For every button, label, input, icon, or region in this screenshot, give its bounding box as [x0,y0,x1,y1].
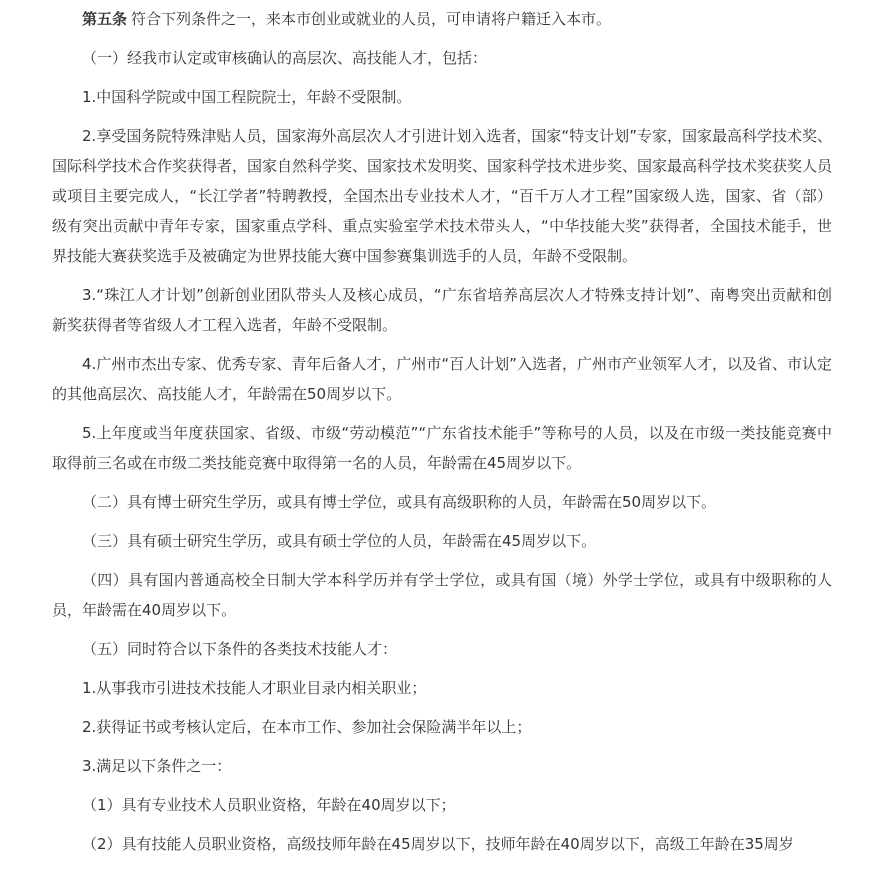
clause-2: （二）具有博士研究生学历，或具有博士学位，或具有高级职称的人员，年龄需在50周岁以下。 [82,493,717,511]
clause-1-item-4: 4.广州市杰出专家、优秀专家、青年后备人才，广州市“百人计划”入选者，广州市产业领军人才，以及省、市认定的其他高层次、高技能人才，年龄需在50周岁以下。 [52,355,832,403]
clause-1-item-2: 2.享受国务院特殊津贴人员，国家海外高层次人才引进计划入选者，国家“特支计划”专家，国家最高科学技术奖、国际科学技术合作奖获得者，国家自然科学奖、国家技术发明奖、国家科学技术进步奖、国家最高科学技术奖获奖人员或项目主要完成人，“长江学者”特聘教授，全国杰出专业技术人才，“百千万人才工程”国家级人选，国家、省（部）级有突出贡献中青年专家，国家重点学科、重点实验室学术技术带头人，“中华技能大奖”获得者，全国技术能手，世界技能大赛获奖选手及被确定为世界技能大赛中国参赛集训选手的人员，年龄不受限制。 [52,127,833,265]
clause-5-subitem-1: （1）具有专业技术人员职业资格，年龄在40周岁以下； [82,796,456,814]
clause-4: （四）具有国内普通高校全日制大学本科学历并有学士学位，或具有国（境）外学士学位，或具有中级职称的人员，年龄需在40周岁以下。 [52,571,832,619]
clause-1-item-1: 1.中国科学院或中国工程院院士，年龄不受限制。 [82,88,412,106]
article-intro [52,4,832,34]
clause-5-heading: （五）同时符合以下条件的各类技术技能人才： [82,640,398,658]
article-number: 第五条 [82,10,128,28]
clause-5-subitem-2: （2）具有技能人员职业资格，高级技师年龄在45周岁以下，技师年龄在40周岁以下，高级工年龄在35周岁 [82,835,794,853]
clause-3: （三）具有硕士研究生学历，或具有硕士学位的人员，年龄需在45周岁以下。 [82,532,597,550]
clause-1-heading: （一）经我市认定或审核确认的高层次、高技能人才，包括： [82,49,488,67]
clause-5-item-2: 2.获得证书或考核认定后，在本市工作、参加社会保险满半年以上； [82,718,532,736]
clause-1-item-5: 5.上年度或当年度获国家、省级、市级“劳动模范”“广东省技术能手”等称号的人员，以及在市级一类技能竞赛中取得前三名或在市级二类技能竞赛中取得第一名的人员，年龄需在45周岁以下。 [52,424,832,472]
regulation-document [52,4,832,868]
article-intro-text: 符合下列条件之一，来本市创业或就业的人员，可申请将户籍迁入本市。 [131,10,612,28]
clause-5-item-3: 3.满足以下条件之一： [82,757,232,775]
clause-5-item-1: 1.从事我市引进技术技能人才职业目录内相关职业； [82,679,427,697]
clause-1-item-3: 3.“珠江人才计划”创新创业团队带头人及核心成员，“广东省培养高层次人才特殊支持计划”、南粤突出贡献和创新奖获得者等省级人才工程入选者，年龄不受限制。 [52,286,832,334]
